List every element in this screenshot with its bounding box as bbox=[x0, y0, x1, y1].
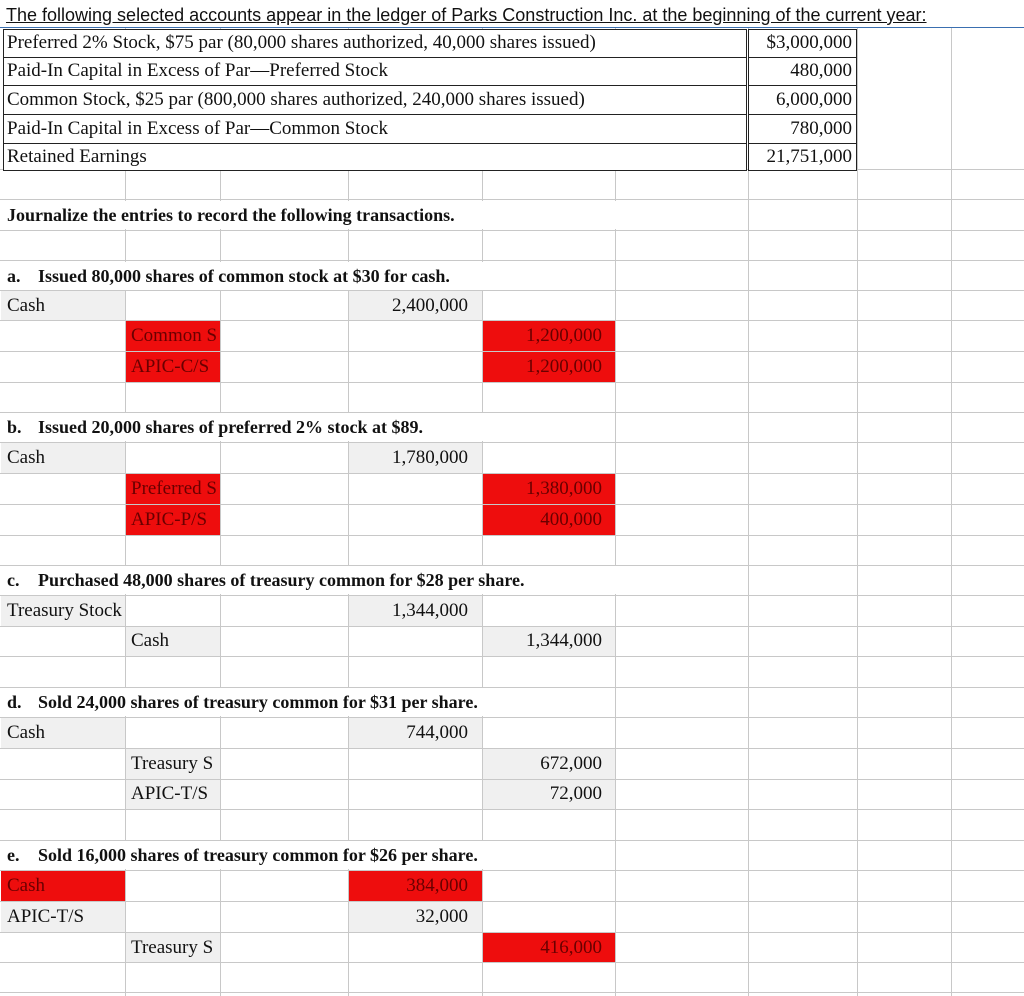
credit-amount-input[interactable]: 1,200,000 bbox=[526, 356, 602, 377]
transaction-letter: e. bbox=[7, 841, 37, 869]
credit-amount-input[interactable]: 400,000 bbox=[540, 509, 602, 530]
credit-account-input[interactable]: APIC-T/S bbox=[131, 783, 209, 804]
debit-amount-input[interactable]: 32,000 bbox=[415, 906, 468, 927]
credit-account-input[interactable]: Cash bbox=[131, 630, 169, 651]
transaction-letter: c. bbox=[7, 566, 37, 594]
ledger-amount: 480,000 bbox=[790, 60, 852, 81]
transaction-description: Issued 80,000 shares of common stock at $30 for cash. bbox=[38, 262, 598, 290]
credit-account-input[interactable]: Treasury S bbox=[131, 937, 214, 958]
debit-account-input[interactable]: Treasury Stock bbox=[7, 600, 122, 621]
ledger-amount: $3,000,000 bbox=[766, 32, 852, 53]
credit-amount-input[interactable]: 416,000 bbox=[540, 937, 602, 958]
ledger-amount: 21,751,000 bbox=[766, 146, 852, 167]
credit-amount-input[interactable]: 1,344,000 bbox=[526, 630, 602, 651]
debit-amount-input[interactable]: 744,000 bbox=[406, 722, 468, 743]
credit-account-input[interactable]: APIC-P/S bbox=[131, 509, 208, 530]
debit-account-input[interactable]: Cash bbox=[7, 722, 45, 743]
transaction-letter: b. bbox=[7, 413, 37, 441]
transaction-description: Purchased 48,000 shares of treasury common for $28 per share. bbox=[38, 566, 628, 594]
credit-amount-input[interactable]: 1,200,000 bbox=[526, 325, 602, 346]
ledger-account: Paid-In Capital in Excess of Par—Preferred Stock bbox=[7, 60, 388, 81]
transaction-description: Issued 20,000 shares of preferred 2% stock at $89. bbox=[38, 413, 598, 441]
credit-account-input[interactable]: Treasury S bbox=[131, 753, 214, 774]
debit-account-input[interactable]: Cash bbox=[7, 447, 45, 468]
ledger-amount: 780,000 bbox=[790, 118, 852, 139]
ledger-account: Common Stock, $25 par (800,000 shares authorized, 240,000 shares issued) bbox=[7, 89, 585, 110]
credit-amount-input[interactable]: 72,000 bbox=[549, 783, 602, 804]
debit-account-input[interactable]: Cash bbox=[7, 295, 45, 316]
transaction-description: Sold 16,000 shares of treasury common for $26 per share. bbox=[38, 841, 598, 869]
debit-account-input[interactable]: Cash bbox=[7, 875, 45, 896]
ledger-account: Retained Earnings bbox=[7, 146, 147, 167]
transaction-letter: a. bbox=[7, 262, 37, 290]
credit-amount-input[interactable]: 1,380,000 bbox=[526, 478, 602, 499]
credit-account-input[interactable]: Preferred S bbox=[131, 478, 217, 499]
debit-amount-input[interactable]: 2,400,000 bbox=[392, 295, 468, 316]
credit-account-input[interactable]: APIC-C/S bbox=[131, 356, 210, 377]
ledger-amount: 6,000,000 bbox=[776, 89, 852, 110]
intro-text: The following selected accounts appear in the ledger of Parks Construction Inc. at the beginning of the current year: bbox=[6, 5, 927, 25]
instruction-text: Journalize the entries to record the following transactions. bbox=[7, 201, 707, 229]
credit-amount-input[interactable]: 672,000 bbox=[540, 753, 602, 774]
debit-amount-input[interactable]: 384,000 bbox=[406, 875, 468, 896]
transaction-letter: d. bbox=[7, 688, 37, 716]
ledger-account: Paid-In Capital in Excess of Par—Common Stock bbox=[7, 118, 389, 139]
credit-account-input[interactable]: Common S bbox=[131, 325, 218, 346]
debit-account-input[interactable]: APIC-T/S bbox=[7, 906, 85, 927]
debit-amount-input[interactable]: 1,780,000 bbox=[392, 447, 468, 468]
ledger-account: Preferred 2% Stock, $75 par (80,000 shares authorized, 40,000 shares issued) bbox=[7, 32, 596, 53]
debit-amount-input[interactable]: 1,344,000 bbox=[392, 600, 468, 621]
transaction-description: Sold 24,000 shares of treasury common for $31 per share. bbox=[38, 688, 598, 716]
